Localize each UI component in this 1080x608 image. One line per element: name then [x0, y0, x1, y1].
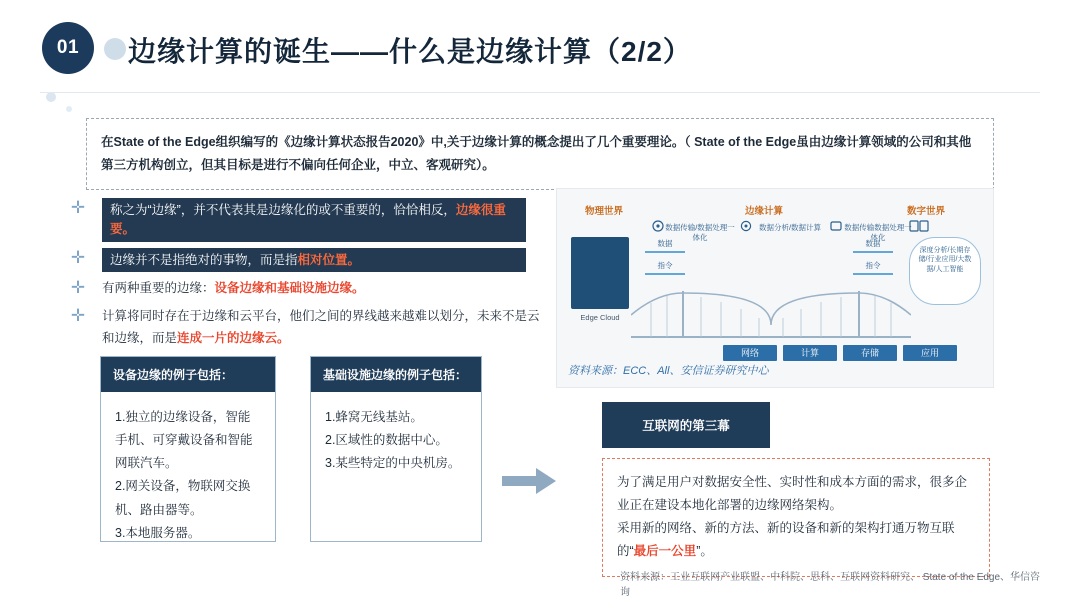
conclusion-line-2-prefix: 采用新的网络、新的方法、新的设备和新的架构打通万物互联的“: [617, 521, 955, 559]
figure-chip-network: 网络: [723, 345, 777, 361]
figure-arrow-label-1: 数据: [657, 239, 673, 248]
figure-device-panel: [571, 237, 629, 309]
hub-icon: [829, 219, 843, 233]
figure-arrow-label-4: 指令: [865, 261, 881, 270]
example-box-infra-edge-body: [311, 392, 481, 485]
bullet-highlight-1: 边缘很重要。: [110, 203, 506, 236]
plus-icon: ✛: [70, 306, 86, 326]
figure-cloud: 深度分析/长期存储/行业应用/大数据/人工智能: [909, 237, 981, 305]
server-icon: [909, 219, 929, 233]
bullet-bar-2: [102, 248, 526, 273]
list-item: 3.本地服务器。: [115, 525, 201, 540]
list-item: 3.某些特定的中央机房。: [325, 456, 461, 471]
figure-arrow-3: [853, 251, 893, 253]
decorative-dot-small: [66, 106, 72, 112]
decorative-dot-large: [104, 38, 126, 60]
bridge-illustration: [631, 285, 911, 347]
bullet-item-1: [66, 198, 546, 242]
source-note: 资料来源：工业互联网产业联盟、中科院、思科、互联网资料研究、 State of the Edge、华信咨询: [620, 572, 1041, 598]
example-box-infra-edge-title: 基础设施边缘的例子包括：: [311, 357, 481, 392]
bullet-text-3: 有两种重要的边缘：: [102, 281, 215, 296]
figure-note-2: 数据分析/数据计算: [758, 223, 822, 232]
example-box-device-edge: [100, 356, 276, 542]
figure-chip-storage: 存储: [843, 345, 897, 361]
figure-arrow-label-3: 数据: [865, 239, 881, 248]
example-box-infra-edge: [310, 356, 482, 542]
decorative-dot-medium: [46, 92, 56, 102]
figure-arrow-4: [853, 273, 893, 275]
conclusion-line-2-suffix: ”。: [696, 544, 713, 559]
bullet-text-2: 边缘并不是指绝对的事物，而是指: [110, 252, 298, 267]
bullet-list: [66, 198, 546, 355]
figure-arrow-1: [645, 251, 685, 253]
bullet-text-3-wrap: [102, 281, 365, 295]
figure-column-physical: 物理世界: [585, 206, 624, 217]
figure-chip-compute: 计算: [783, 345, 837, 361]
list-item: 2.区域性的数据中心。: [325, 433, 448, 448]
section-number-badge: 01: [42, 22, 94, 74]
figure-note-3: 数据传输数据处理一体化: [844, 223, 912, 242]
bullet-highlight-2: 相对位置。: [297, 252, 361, 267]
figure-column-edge: 边缘计算: [745, 206, 784, 217]
bullet-item-3: [66, 278, 546, 300]
conclusion-textbox: [602, 458, 990, 577]
figure-chip-application: 应用: [903, 345, 957, 361]
plus-icon: ✛: [70, 198, 86, 217]
list-item: 1.蜂窝无线基站。: [325, 410, 423, 424]
bullet-highlight-4: 连成一片的边缘云。: [177, 330, 290, 345]
page-title: 边缘计算的诞生——什么是边缘计算（2/2）: [128, 36, 692, 67]
list-item: 2.网关设备，物联网交换机、路由器等。: [115, 479, 251, 517]
header-divider: [40, 92, 1040, 93]
figure-panel-label: Edge Cloud: [580, 313, 620, 322]
bullet-bar-1: [102, 198, 526, 242]
gear-icon: [739, 219, 753, 233]
conclusion-heading: 互联网的第三幕: [602, 402, 770, 448]
figure-arrow-2: [645, 273, 685, 275]
edge-computing-diagram: [556, 188, 994, 388]
example-box-device-edge-title: 设备边缘的例子包括：: [101, 357, 275, 392]
arrow-right-icon: [502, 468, 556, 494]
bullet-item-2: [66, 248, 546, 273]
bullet-highlight-3: 设备边缘和基础设施边缘。: [214, 281, 365, 296]
bullet-text-4: 计算将同时存在于边缘和云平台，他们之间的界线越来越难以划分，未来不是云和边缘，而是: [102, 309, 540, 345]
figure-arrow-label-2: 指令: [657, 261, 673, 270]
plus-icon: ✛: [70, 278, 86, 298]
intro-textbox: 在State of the Edge组织编写的《边缘计算状态报告2020》中,关于边缘计算的概念提出了几个重要理论。（ State of the Edge虽由边缘计算领域的公司和其他第三方机构创立，但其目标是进行不偏向任何企业，中立、客观研究）。: [86, 118, 994, 190]
example-box-device-edge-body: [101, 392, 275, 555]
conclusion-line-2: [617, 517, 975, 563]
bullet-item-4: [66, 306, 546, 349]
figure-column-digital: 数字世界: [907, 206, 946, 217]
figure-note-1: 数据传输/数据处理一体化: [665, 223, 735, 242]
bullet-text-1: 称之为“边缘”，并不代表其是边缘化的或不重要的，恰恰相反，: [110, 203, 456, 217]
figure-caption: 资料来源：ECC、All、安信证券研究中心: [568, 365, 769, 377]
conclusion-line-2-highlight: 最后一公里: [633, 544, 697, 559]
list-item: 1.独立的边缘设备，智能手机、可穿戴设备和智能网联汽车。: [115, 410, 253, 471]
conclusion-line-1: 为了满足用户对数据安全性、实时性和成本方面的需求，很多企业正在建设本地化部署的边缘网络架构。: [617, 475, 968, 513]
node-icon: [651, 219, 665, 233]
plus-icon: ✛: [70, 247, 86, 267]
bullet-text-4-wrap: [102, 309, 540, 344]
